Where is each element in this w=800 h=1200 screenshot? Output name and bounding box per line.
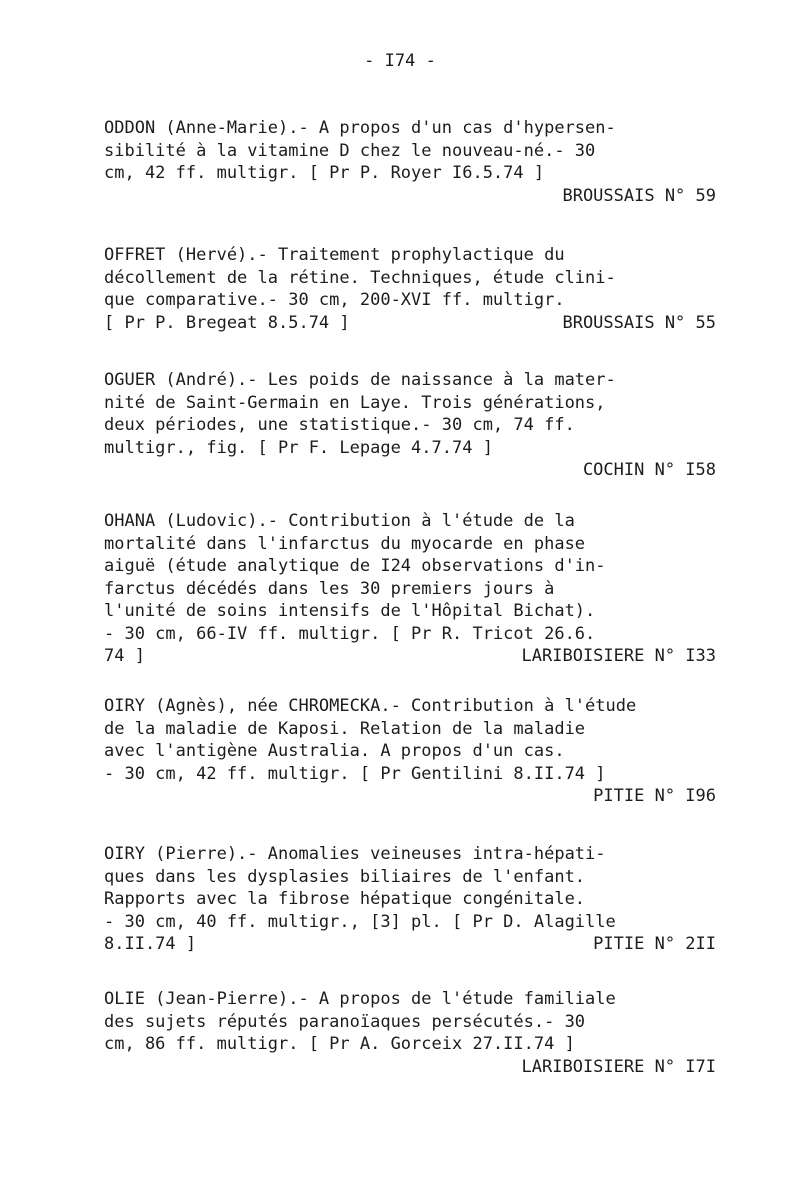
entry-offret (104, 244, 716, 334)
entry-oiry-agnes (104, 695, 716, 808)
entry-line: décollement de la rétine. Techniques, étude clini- (104, 267, 616, 288)
entry-ohana (104, 510, 716, 668)
entry-line: que comparative.- 30 cm, 200-XVI ff. multigr. (104, 290, 565, 310)
entry-location: LARIBOISIERE N° I7I (521, 1056, 716, 1077)
entry-line: - 30 cm, 66-IV ff. multigr. [ Pr R. Tricot 26.6. (104, 623, 596, 644)
entry-line: cm, 42 ff. multigr. [ Pr P. Royer I6.5.74 ] (104, 163, 545, 183)
entry-line: OIRY (Pierre).- Anomalies veineuses intra-hépati- (104, 844, 606, 864)
entry-oiry-pierre (104, 843, 716, 956)
entry-line: avec l'antigène Australia. A propos d'un cas. (104, 741, 565, 761)
entry-line: OFFRET (Hervé).- Traitement prophylactique du (104, 245, 565, 265)
entry-final-row (104, 645, 716, 668)
entry-line: OLIE (Jean-Pierre).- A propos de l'étude familiale (104, 989, 616, 1009)
entry-oguer (104, 369, 716, 482)
entry-line: ques dans les dysplasies biliaires de l'enfant. (104, 866, 586, 887)
entry-location: BROUSSAIS N° 59 (562, 185, 716, 206)
entry-line: OGUER (André).- Les poids de naissance à la mater- (104, 370, 616, 390)
entry-line: 74 ] (104, 646, 145, 666)
entry-line: multigr., fig. [ Pr F. Lepage 4.7.74 ] (104, 437, 493, 458)
entry-line: l'unité de soins intensifs de l'Hôpital Bichat). (104, 601, 596, 621)
entry-line: OIRY (Agnès), née CHROMECKA.- Contribution à l'étude (104, 696, 637, 716)
entry-final-row (104, 312, 716, 335)
entry-line: sibilité à la vitamine D chez le nouveau-né.- 30 (104, 140, 596, 161)
entry-line: cm, 86 ff. multigr. [ Pr A. Gorceix 27.II.74 ] (104, 1034, 575, 1054)
entry-line: des sujets réputés paranoïaques persécutés.- 30 (104, 1011, 586, 1032)
entry-location: LARIBOISIERE N° I33 (521, 646, 716, 666)
entry-oddon (104, 117, 716, 207)
entry-line: de la maladie de Kaposi. Relation de la maladie (104, 718, 586, 739)
entry-line: nité de Saint-Germain en Laye. Trois générations, (104, 392, 606, 413)
entry-line: [ Pr P. Bregeat 8.5.74 ] (104, 312, 350, 333)
entry-location: PITIE N° 2II (593, 934, 716, 954)
entry-location: COCHIN N° I58 (582, 460, 716, 480)
entry-olie (104, 988, 716, 1078)
entry-line: - 30 cm, 42 ff. multigr. [ Pr Gentilini 8.II.74 ] (104, 763, 606, 784)
entry-line: ODDON (Anne-Marie).- A propos d'un cas d'hypersen- (104, 118, 616, 138)
entry-location: PITIE N° I96 (593, 786, 716, 806)
entry-line: mortalité dans l'infarctus du myocarde en phase (104, 533, 586, 554)
entry-line: - 30 cm, 40 ff. multigr., [3] pl. [ Pr D. Alagille (104, 911, 616, 932)
entry-line: farctus décédés dans les 30 premiers jours à (104, 578, 555, 599)
entry-line: 8.II.74 ] (104, 934, 197, 954)
entry-line: aiguë (étude analytique de I24 observations d'in- (104, 556, 606, 576)
page-number: - I74 - (364, 51, 436, 71)
entry-final-row (104, 933, 716, 956)
entry-line: OHANA (Ludovic).- Contribution à l'étude de la (104, 511, 575, 531)
entry-line: deux périodes, une statistique.- 30 cm, 74 ff. (104, 415, 575, 435)
entry-line: Rapports avec la fibrose hépatique congénitale. (104, 889, 586, 909)
entry-location: BROUSSAIS N° 55 (562, 312, 716, 333)
